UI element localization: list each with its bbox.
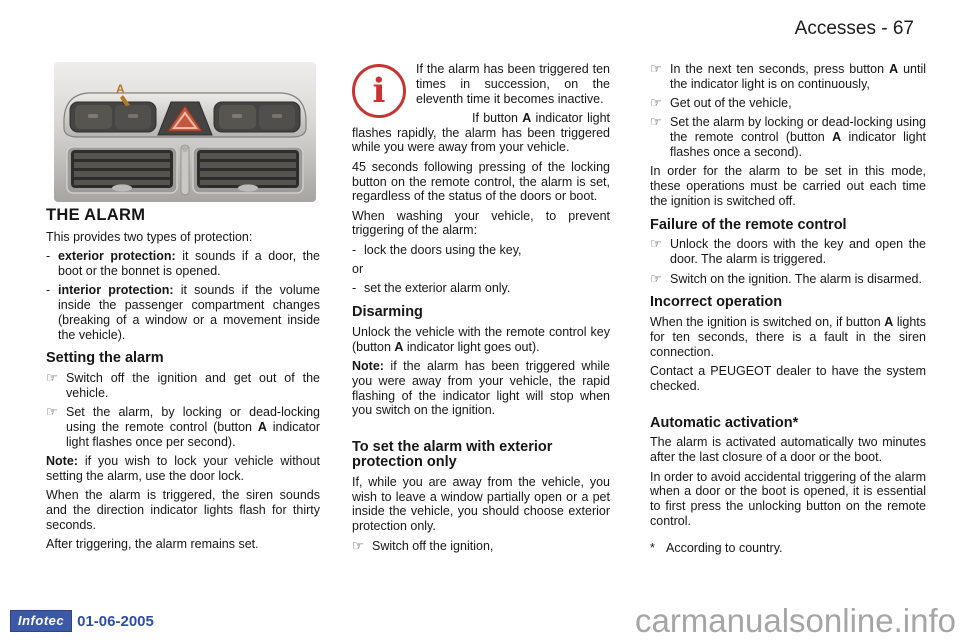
information-icon: i	[352, 64, 406, 118]
right-column	[650, 62, 926, 556]
middle-column	[352, 62, 610, 558]
step-segment: until the indicator light is on continuously,	[670, 62, 927, 91]
button-a-ref: A	[522, 110, 532, 125]
note-text: if the alarm has been triggered while you were away from your vehicle, the rapid flashing of the indicator light will stop when you switch on the ignition.	[352, 359, 610, 418]
pointing-hand-icon: ☞	[650, 114, 662, 130]
button-a-ref: A	[889, 62, 899, 76]
body-segment: indicator light goes out).	[403, 339, 540, 354]
button-a-ref: A	[257, 420, 267, 435]
instruction-step	[650, 272, 926, 287]
incorrect-operation-heading: Incorrect operation	[650, 294, 783, 311]
instruction-step	[46, 371, 320, 401]
info-paragraph: If the alarm has been triggered ten times in succession, on the eleventh time it becomes inactive.	[416, 62, 610, 106]
button-glyph	[128, 114, 138, 118]
body-segment: When the ignition is switched on, if button	[650, 315, 885, 330]
note-label: Note:	[46, 454, 78, 469]
footnote-asterisk: *	[650, 540, 655, 555]
button-glyph	[272, 114, 282, 118]
left-column	[46, 62, 320, 556]
dash-bullet: -	[352, 242, 357, 257]
body-paragraph: When the alarm is triggered, the siren sounds and the direction indicator lights flash for thirty seconds.	[46, 488, 320, 532]
pointing-hand-icon: ☞	[352, 537, 364, 553]
section-title: THE ALARM	[46, 206, 146, 224]
term-exterior-protection: exterior protection:	[58, 249, 176, 264]
body-segment: lights for ten seconds, there is a fault in the siren connection.	[650, 315, 926, 359]
option-text: lock the doors using the key,	[364, 242, 522, 257]
body-paragraph: After triggering, the alarm remains set.	[46, 537, 259, 552]
button-a-ref: A	[884, 315, 894, 330]
note-paragraph	[352, 359, 610, 418]
callout-a-label: A	[116, 82, 125, 96]
info-segment: If button	[472, 110, 523, 125]
info-paragraph	[352, 111, 610, 155]
dashboard-photo	[54, 62, 316, 202]
step-text: Switch off the ignition,	[372, 538, 494, 553]
body-paragraph	[650, 315, 926, 359]
left-vent-wheel	[112, 184, 132, 191]
instruction-step	[650, 96, 926, 111]
instruction-step	[46, 405, 320, 449]
step-segment: Set the alarm by locking or dead-locking using the remote control (button	[670, 115, 926, 145]
footnote-text: According to country.	[666, 540, 783, 555]
intro-paragraph: This provides two types of protection:	[46, 229, 253, 244]
disarming-heading: Disarming	[352, 304, 423, 321]
washing-option	[352, 281, 610, 296]
step-text	[66, 405, 320, 449]
protection-list-item	[46, 249, 320, 279]
button-glyph	[232, 114, 242, 118]
step-text	[670, 115, 926, 159]
right-vent-wheel	[238, 184, 258, 191]
dash-bullet: -	[352, 281, 357, 296]
button-a-ref: A	[832, 130, 842, 145]
pointing-hand-icon: ☞	[46, 370, 58, 386]
automatic-activation-heading: Automatic activation*	[650, 414, 799, 431]
watermark: carmanualsonline.info	[634, 602, 956, 639]
step-segment: Set the alarm, by locking or dead-locking using the remote control (button	[66, 405, 320, 435]
step-text	[670, 62, 926, 92]
step-text: Unlock the doors with the key and open the door. The alarm is triggered.	[670, 237, 926, 267]
failure-remote-heading: Failure of the remote control	[650, 216, 847, 233]
list-item-rest: it sounds if a door, the boot or the bonnet is opened.	[58, 249, 320, 278]
instruction-step	[650, 237, 926, 267]
body-paragraph: Contact a PEUGEOT dealer to have the system checked.	[650, 364, 926, 393]
or-separator: or	[352, 262, 364, 277]
step-text: Get out of the vehicle,	[670, 96, 792, 111]
infotec-logo: Infotec	[10, 610, 72, 632]
washing-option	[352, 243, 610, 258]
vent-divider	[181, 145, 189, 195]
pointing-hand-icon: ☞	[650, 61, 662, 76]
button-glyph	[88, 114, 98, 118]
instruction-step	[650, 62, 926, 92]
setting-the-alarm-heading: Setting the alarm	[46, 350, 164, 367]
step-segment: indicator light flashes once per second).	[66, 420, 320, 449]
step-segment: In the next ten seconds, press button	[670, 62, 890, 76]
exterior-protection-heading: To set the alarm with exterior protection only	[352, 439, 553, 471]
note-paragraph	[46, 454, 320, 484]
step-text: Switch on the ignition. The alarm is disarmed.	[670, 271, 922, 286]
step-text: Switch off the ignition and get out of the vehicle.	[66, 371, 320, 400]
button-a-ref: A	[394, 339, 404, 354]
pointing-hand-icon: ☞	[46, 404, 58, 420]
body-paragraph: 45 seconds following pressing of the locking button on the remote control, the alarm is set, regardless of the status of the doors or boot.	[352, 159, 610, 204]
step-segment: indicator light flashes once a second).	[670, 130, 927, 159]
list-item-rest: it sounds if the volume inside the passenger compartment changes (breaking of a window or a movement inside the vehicle).	[58, 283, 320, 342]
list-item-text	[58, 283, 320, 342]
dash-bullet: -	[46, 283, 51, 298]
footer-stamp	[10, 610, 154, 632]
pointing-hand-icon: ☞	[650, 236, 662, 252]
body-paragraph: When washing your vehicle, to prevent triggering of the alarm:	[352, 208, 610, 238]
option-text: set the exterior alarm only.	[364, 281, 511, 296]
info-segment: indicator light flashes rapidly, the alarm has been triggered while you were away from your vehicle.	[352, 110, 610, 155]
body-segment: Unlock the vehicle with the remote control key (button	[352, 324, 610, 354]
footnote	[650, 541, 926, 556]
body-paragraph: In order for the alarm to be set in this mode, these operations must be carried out each time the ignition is switched off.	[650, 164, 926, 208]
revision-date: 01-06-2005	[77, 612, 154, 630]
body-paragraph: In order to avoid accidental triggering of the alarm when a door or the boot is opened, it is essential to first press the unlocking button on the remote control.	[650, 469, 926, 528]
page-header: Accesses - 67	[794, 18, 914, 39]
instruction-step	[650, 115, 926, 159]
body-paragraph: If, while you are away from the vehicle, you wish to leave a window partially open or a pet inside the vehicle, you should choose exterior protection only.	[352, 474, 610, 534]
body-paragraph	[352, 325, 610, 355]
protection-list-item	[46, 283, 320, 342]
divider-knob	[182, 146, 188, 152]
dash-bullet: -	[46, 249, 51, 264]
body-paragraph: The alarm is activated automatically two minutes after the last closure of a door or the boot.	[650, 435, 926, 465]
term-interior-protection: interior protection:	[58, 283, 174, 298]
instruction-step	[352, 539, 610, 554]
pointing-hand-icon: ☞	[650, 95, 662, 111]
note-label: Note:	[352, 359, 384, 374]
info-block	[352, 62, 610, 155]
note-text: if you wish to lock your vehicle without setting the alarm, use the door lock.	[46, 454, 320, 483]
list-item-text	[58, 249, 320, 279]
pointing-hand-icon: ☞	[650, 270, 662, 286]
